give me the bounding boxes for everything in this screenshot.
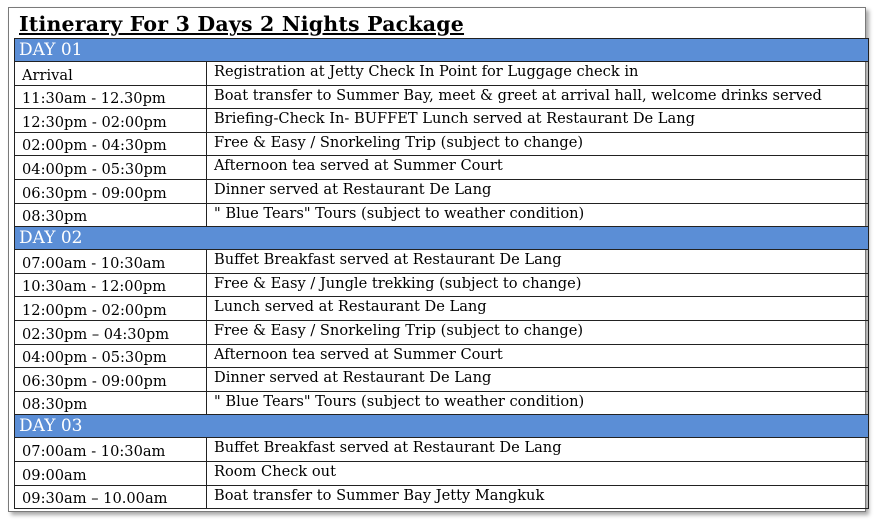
itinerary-row [15, 344, 869, 368]
itinerary-row [15, 368, 869, 392]
itinerary-row [15, 132, 869, 156]
activity-cell: Afternoon tea served at Summer Court [207, 344, 869, 368]
itinerary-table-body [15, 39, 869, 509]
time-cell: Arrival [15, 62, 207, 86]
time-cell: 04:00pm - 05:30pm [15, 156, 207, 180]
activity-cell: Buffet Breakfast served at Restaurant De Lang [207, 250, 869, 274]
activity-cell: Boat transfer to Summer Bay Jetty Mangkuk [207, 485, 869, 509]
itinerary-row [15, 273, 869, 297]
activity-cell: Free & Easy / Snorkeling Trip (subject to change) [207, 132, 869, 156]
document-title: Itinerary For 3 Days 2 Nights Package [19, 12, 465, 36]
activity-cell: Room Check out [207, 461, 869, 485]
activity-cell: Boat transfer to Summer Bay, meet & greet at arrival hall, welcome drinks served [207, 85, 869, 109]
itinerary-row [15, 156, 869, 180]
activity-cell: Free & Easy / Snorkeling Trip (subject to change) [207, 320, 869, 344]
itinerary-row [15, 109, 869, 133]
time-cell: 06:30pm - 09:00pm [15, 368, 207, 392]
itinerary-row [15, 203, 869, 227]
itinerary-table [14, 38, 869, 509]
itinerary-row [15, 85, 869, 109]
time-cell: 07:00am - 10:30am [15, 250, 207, 274]
itinerary-row [15, 320, 869, 344]
activity-cell: Buffet Breakfast served at Restaurant De Lang [207, 438, 869, 462]
day-header-row [15, 39, 869, 62]
time-cell: 10:30am - 12:00pm [15, 273, 207, 297]
itinerary-row [15, 297, 869, 321]
itinerary-row [15, 62, 869, 86]
activity-cell: Dinner served at Restaurant De Lang [207, 368, 869, 392]
time-cell: 07:00am - 10:30am [15, 438, 207, 462]
time-cell: 11:30am - 12.30pm [15, 85, 207, 109]
day-label: DAY 03 [15, 415, 869, 438]
time-cell: 06:30pm - 09:00pm [15, 179, 207, 203]
day-header-row [15, 227, 869, 250]
time-cell: 12:00pm - 02:00pm [15, 297, 207, 321]
itinerary-row [15, 250, 869, 274]
activity-cell: " Blue Tears" Tours (subject to weather condition) [207, 203, 869, 227]
itinerary-row [15, 438, 869, 462]
day-label: DAY 02 [15, 227, 869, 250]
time-cell: 02:30pm – 04:30pm [15, 320, 207, 344]
time-cell: 08:30pm [15, 203, 207, 227]
activity-cell: Free & Easy / Jungle trekking (subject to change) [207, 273, 869, 297]
day-header-row [15, 415, 869, 438]
day-label: DAY 01 [15, 39, 869, 62]
time-cell: 09:30am – 10.00am [15, 485, 207, 509]
time-cell: 08:30pm [15, 391, 207, 415]
activity-cell: " Blue Tears" Tours (subject to weather condition) [207, 391, 869, 415]
activity-cell: Lunch served at Restaurant De Lang [207, 297, 869, 321]
itinerary-row [15, 461, 869, 485]
itinerary-row [15, 391, 869, 415]
activity-cell: Registration at Jetty Check In Point for Luggage check in [207, 62, 869, 86]
activity-cell: Afternoon tea served at Summer Court [207, 156, 869, 180]
time-cell: 09:00am [15, 461, 207, 485]
itinerary-row [15, 485, 869, 509]
time-cell: 04:00pm - 05:30pm [15, 344, 207, 368]
time-cell: 12:30pm - 02:00pm [15, 109, 207, 133]
itinerary-document [8, 7, 866, 512]
activity-cell: Dinner served at Restaurant De Lang [207, 179, 869, 203]
activity-cell: Briefing-Check In- BUFFET Lunch served at Restaurant De Lang [207, 109, 869, 133]
time-cell: 02:00pm - 04:30pm [15, 132, 207, 156]
itinerary-row [15, 179, 869, 203]
